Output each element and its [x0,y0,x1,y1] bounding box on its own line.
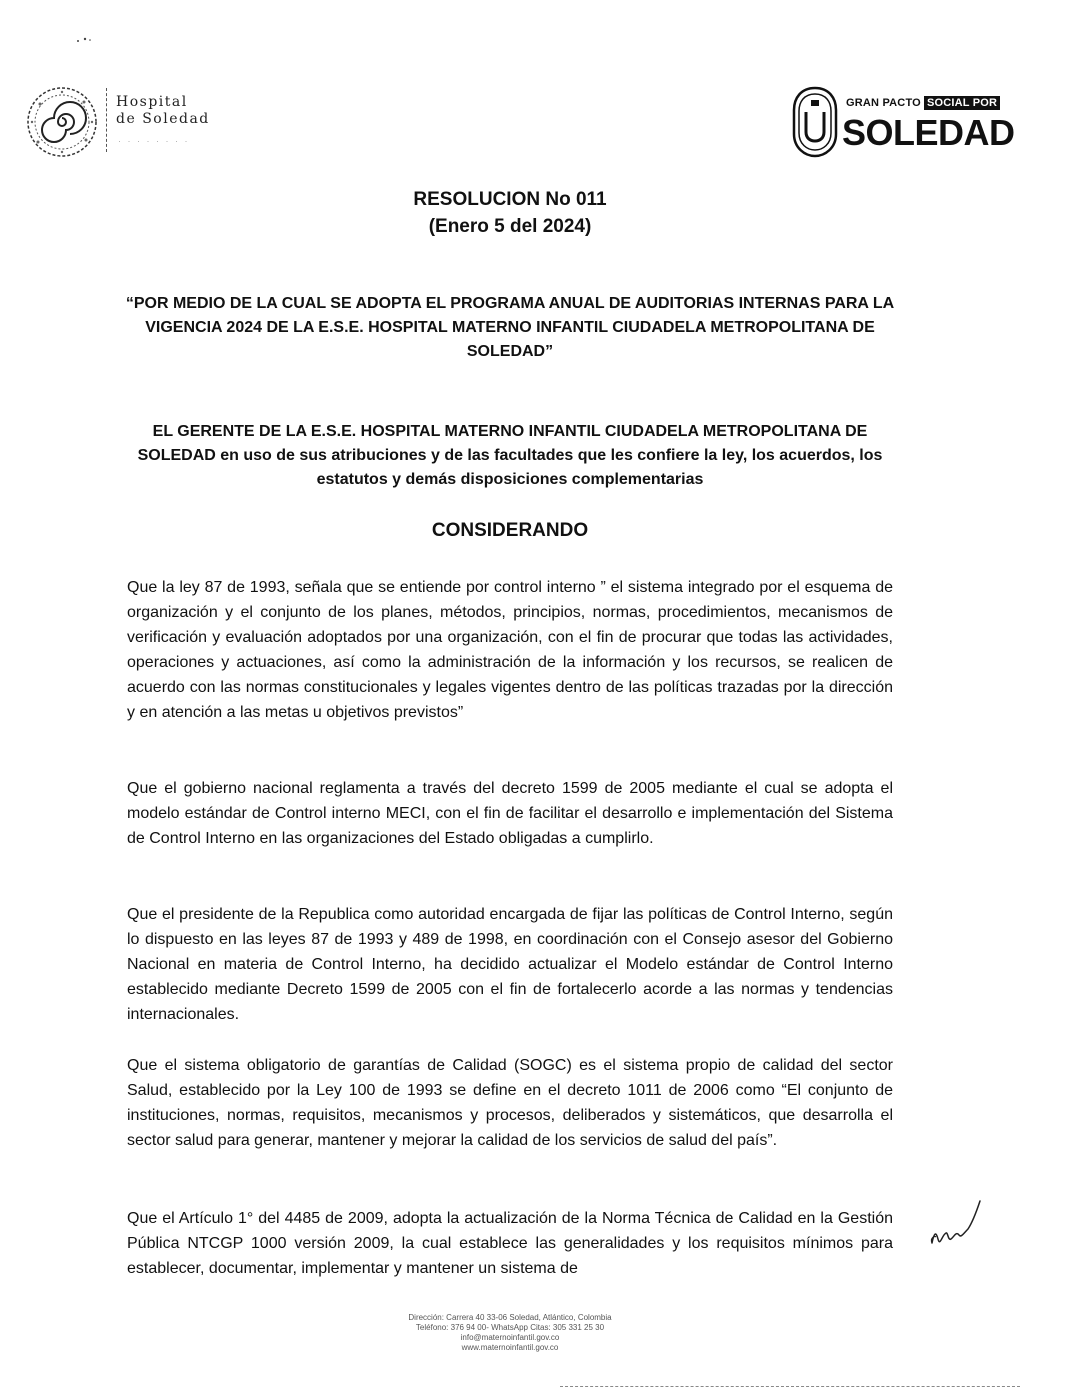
brand-name: SOLEDAD [842,112,1015,153]
section-heading: CONSIDERANDO [431,520,589,541]
footer-phone: Teléfono: 376 94 00- WhatsApp Citas: 305 331 25 30 [415,1323,605,1332]
handwritten-initials-icon [926,1195,986,1255]
resolution-motto: “POR MEDIO DE LA CUAL SE ADOPTA EL PROGRAMA ANUAL DE AUDITORIAS INTERNAS PARA LA VIGENCIA 2024 DE LA E.S.E. HOSPITAL MATERNO INFANTIL CIUDADELA METROPOLITANA DE SOLEDAD” [125,295,895,360]
hospital-tagline: · · · · · · · · [118,136,190,146]
footer-divider [560,1386,1020,1387]
considerando-paragraph: Que el Artículo 1° del 4485 de 2009, adopta la actualización de la Norma Técnica de Calidad en la Gestión Pública NTCGP 1000 versión 2009, la cual establece las generalidades y los requisitos mínimos para establecer, documentar, implementar y mantener un sistema de [127,1210,893,1277]
scan-speck-icon [74,36,94,44]
brand-slogan-inverted: SOCIAL POR [924,96,1000,110]
hospital-spiral-seal-icon [22,82,102,162]
considerando-paragraph: Que el gobierno nacional reglamenta a través del decreto 1599 de 2005 mediante el cual se adopta el modelo estándar de Control interno MECI, con el fin de facilitar el desarrollo e implementación del Sistema de Control Interno en las organizaciones del Estado obligadas a cumplirlo. [127,780,893,847]
considerando-paragraph: Que el presidente de la Republica como autoridad encargada de fijar las políticas de Control Interno, según lo dispuesto en las leyes 87 de 1993 y 489 de 1998, en coordinación con el Consejo asesor del Gobierno Nacional en materia de Control Interno, ha decidido actualizar el Modelo estándar de Control Interno establecido mediante Decreto 1599 de 2005 con el fin de fortalecerlo acorde a las normas y tendencias internacionales. [127,906,893,1023]
footer-website: www.maternoinfantil.gov.co [461,1343,559,1352]
resolution-date: (Enero 5 del 2024) [428,216,592,237]
footer-email: info@maternoinfantil.gov.co [460,1333,560,1342]
hospital-name-line1: Hospital [116,94,188,110]
shield-emblem-icon [791,86,839,158]
hospital-name-line2: de Soledad [116,111,210,127]
brand-slogan [846,97,1000,109]
manager-statement: EL GERENTE DE LA E.S.E. HOSPITAL MATERNO INFANTIL CIUDADELA METROPOLITANA DE SOLEDAD en uso de sus atribuciones y de las facultades que les confiere la ley, los acuerdos, los estatutos y demás disposiciones complementarias [137,423,883,488]
brand-slogan-plain: GRAN PACTO [846,97,921,109]
hospital-name [116,94,210,128]
considerando-paragraph: Que el sistema obligatorio de garantías de Calidad (SOGC) es el sistema propio de calidad del sector Salud, establecido por la Ley 100 de 1993 se define en el decreto 1011 de 2006 como “El conjunto de instituciones, normas, requisitos, mecanismos y procesos, deliberados y sistemáticos, que desarrolla el sector salud para generar, mantener y mejorar la calidad de los servicios de salud del país”. [127,1057,893,1149]
resolution-number: RESOLUCION No 011 [413,189,607,210]
header-divider [106,88,107,152]
footer-address: Dirección: Carrera 40 33-06 Soledad, Atlántico, Colombia [408,1313,612,1322]
page-footer [0,1313,1020,1353]
considerando-paragraph: Que la ley 87 de 1993, señala que se entiende por control interno ” el sistema integrado por el esquema de organización y el conjunto de los planes, métodos, principios, normas, procedimientos, mecanismos de verificación y evaluación adoptados por una organización, con el fin de procurar que todas las actividades, operaciones y actuaciones, así como la administración de la información y los recursos, se realicen de acuerdo con las normas constitucionales y legales vigentes dentro de las políticas trazadas por la dirección y en atención a las metas u objetivos previstos” [127,579,893,721]
resolution-title [0,186,1020,240]
